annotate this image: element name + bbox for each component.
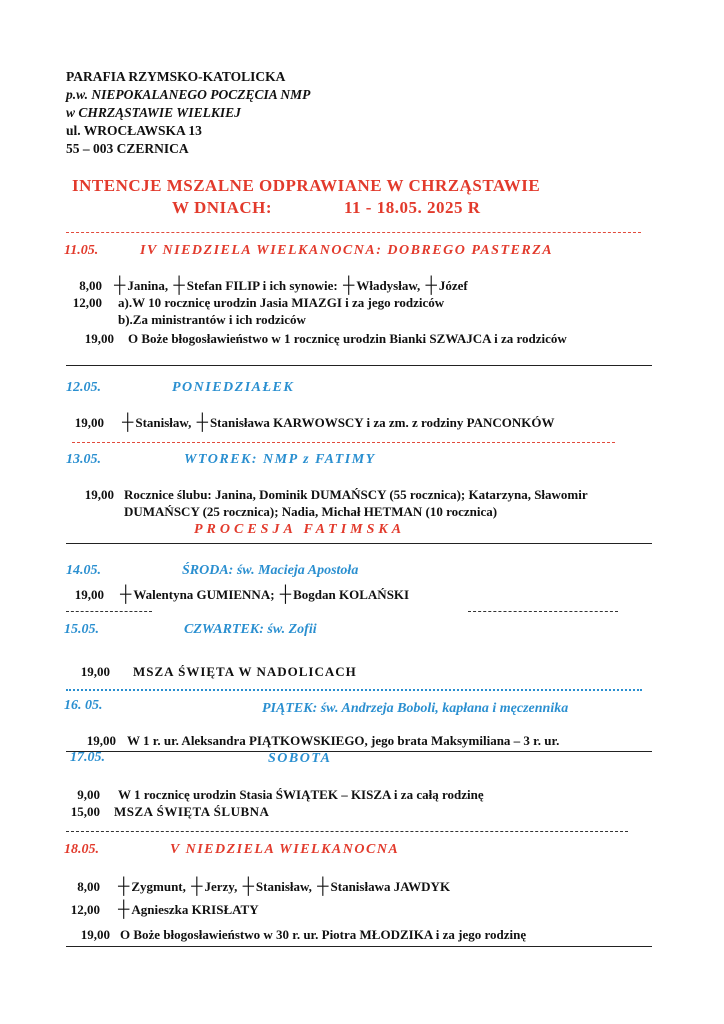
mass-intention: ┼ Janina, ┼ Stefan FILIP i ich synowie: ┼ Władysław, ┼ Józef xyxy=(114,277,468,294)
mass-intention: ┼ Stanisław, ┼ Stanisława KARWOWSCY i za zm. z rodziny PANCONKÓW xyxy=(122,414,555,431)
mass-time: 19,00 xyxy=(80,664,110,679)
mass-intention: ┼ Walentyna GUMIENNA; ┼ Bogdan KOLAŃSKI xyxy=(120,586,410,603)
mass-time: 12,00 xyxy=(70,902,100,917)
day-date-18: 18.05. xyxy=(64,842,99,857)
day-name-17: SOBOTA xyxy=(268,751,332,766)
mass-time: 19,00 xyxy=(84,487,114,502)
mass-intention: O Boże błogosławieństwo w 30 r. ur. Piotra MŁODZIKA i za jego rodzinę xyxy=(120,927,527,942)
mass-time: 19,00 xyxy=(84,331,114,346)
mass-intention: a).W 10 rocznicę urodzin Jasia MIAZGI i za jego rodziców xyxy=(118,295,445,310)
day-name-12: PONIEDZIAŁEK xyxy=(172,380,295,395)
cross-icon: ┼ xyxy=(242,878,254,895)
cross-icon: ┼ xyxy=(342,277,355,294)
day-name-15: CZWARTEK: św. Zofii xyxy=(184,622,317,637)
parish-name: PARAFIA RZYMSKO-KATOLICKA xyxy=(66,69,286,84)
mass-time: 19,00 xyxy=(74,415,104,430)
cross-icon: ┼ xyxy=(118,901,130,918)
mass-time: 12,00 xyxy=(72,295,102,310)
mass-intention: b).Za ministrantów i ich rodziców xyxy=(118,312,306,327)
mass-intention: W 1 r. ur. Aleksandra PIĄTKOWSKIEGO, jego brata Maksymiliana – 3 r. ur. xyxy=(127,733,560,748)
mass-intention: MSZA ŚWIĘTA ŚLUBNA xyxy=(114,804,270,819)
divider xyxy=(66,232,641,233)
title-dates: 11 - 18.05. 2025 R xyxy=(344,198,481,217)
divider xyxy=(66,543,652,544)
mass-time: 9,00 xyxy=(77,787,100,802)
day-name-13: WTOREK: NMP z FATIMY xyxy=(184,452,376,467)
mass-intention: O Boże błogosławieństwo w 1 rocznicę urodzin Bianki SZWAJCA i za rodziców xyxy=(128,331,567,346)
cross-icon: ┼ xyxy=(191,878,203,895)
mass-time: 8,00 xyxy=(77,879,100,894)
day-name-18: V NIEDZIELA WIELKANOCNA xyxy=(170,842,400,857)
divider xyxy=(66,689,642,691)
day-date-14: 14.05. xyxy=(66,563,101,578)
divider xyxy=(66,751,652,752)
divider xyxy=(66,946,652,947)
parish-dedication: p.w. NIEPOKALANEGO POCZĘCIA NMP xyxy=(66,87,311,102)
mass-intention: Rocznice ślubu: Janina, Dominik DUMAŃSCY (55 rocznica); Katarzyna, Sławomir xyxy=(124,487,588,502)
mass-intention: ┼ Zygmunt, ┼ Jerzy, ┼ Stanisław, ┼ Stanisława JAWDYK xyxy=(118,878,451,895)
mass-intention: W 1 rocznicę urodzin Stasia ŚWIĄTEK – KISZA i za całą rodzinę xyxy=(118,787,484,802)
cross-icon: ┼ xyxy=(114,277,126,294)
procession-note: PROCESJA FATIMSKA xyxy=(194,522,406,537)
cross-icon: ┼ xyxy=(173,277,185,294)
mass-time: 15,00 xyxy=(70,804,100,819)
mass-intention: DUMAŃSCY (25 rocznica); Nadia, Michał HETMAN (10 rocznica) xyxy=(124,504,498,519)
cross-icon: ┼ xyxy=(118,878,130,895)
title-dates-label: W DNIACH: xyxy=(172,198,273,217)
divider xyxy=(66,365,652,366)
mass-intention: ┼ Agnieszka KRISŁATY xyxy=(118,901,259,918)
mass-time: 19,00 xyxy=(74,587,104,602)
day-name-11: IV NIEDZIELA WIELKANOCNA: DOBREGO PASTERZA xyxy=(140,243,554,258)
mass-intention: MSZA ŚWIĘTA W NADOLICACH xyxy=(133,664,357,679)
cross-icon: ┼ xyxy=(196,414,208,431)
divider xyxy=(66,611,152,612)
day-name-16: PIĄTEK: św. Andrzeja Boboli, kapłana i męczennika xyxy=(262,701,569,716)
day-date-11: 11.05. xyxy=(64,243,99,258)
divider xyxy=(468,611,618,612)
cross-icon: ┼ xyxy=(279,586,292,603)
divider xyxy=(72,442,615,443)
cross-icon: ┼ xyxy=(122,414,134,431)
parish-street: ul. WROCŁAWSKA 13 xyxy=(66,123,202,138)
mass-time: 8,00 xyxy=(79,278,102,293)
mass-time: 19,00 xyxy=(86,733,116,748)
mass-time: 19,00 xyxy=(80,927,110,942)
divider xyxy=(66,831,628,832)
day-date-15: 15.05. xyxy=(64,622,99,637)
parish-location: w CHRZĄSTAWIE WIELKIEJ xyxy=(66,105,241,120)
page-title: INTENCJE MSZALNE ODPRAWIANE W CHRZĄSTAWIE xyxy=(72,176,541,195)
day-date-16: 16. 05. xyxy=(64,698,103,713)
day-name-14: ŚRODA: św. Macieja Apostoła xyxy=(182,563,359,578)
day-date-12: 12.05. xyxy=(66,380,101,395)
cross-icon: ┼ xyxy=(317,878,329,895)
day-date-13: 13.05. xyxy=(66,452,101,467)
cross-icon: ┼ xyxy=(120,586,132,603)
parish-postcode: 55 – 003 CZERNICA xyxy=(66,141,189,156)
day-date-17: 17.05. xyxy=(70,750,105,765)
cross-icon: ┼ xyxy=(425,277,437,294)
